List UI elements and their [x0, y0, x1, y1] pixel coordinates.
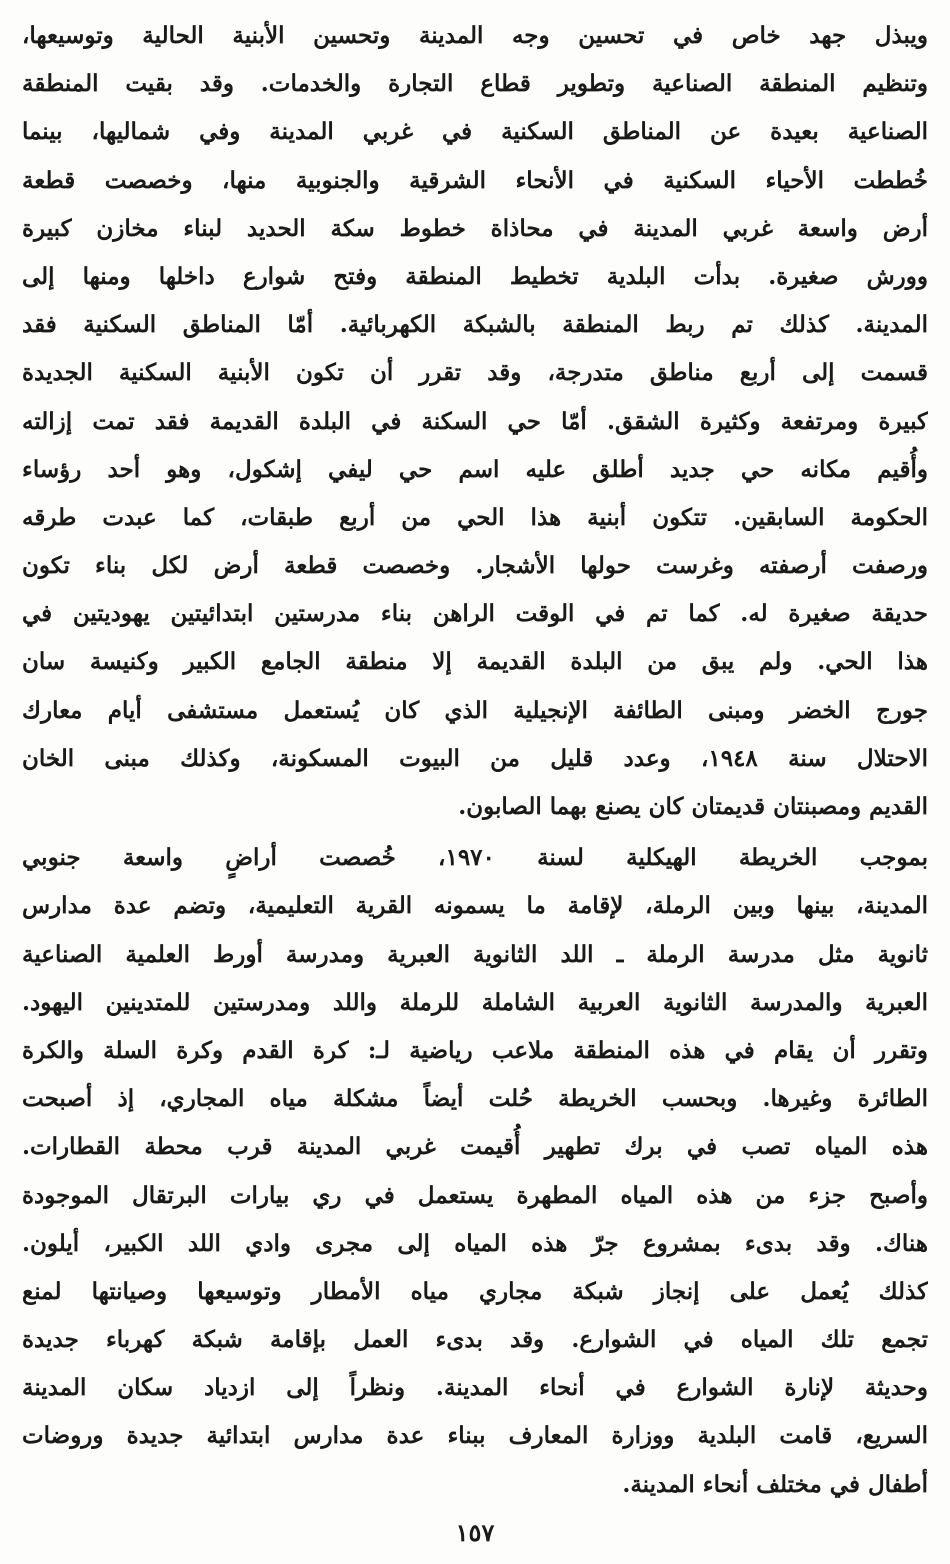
text-line: وتنظيم المنطقة الصناعية وتطوير قطاع التجارة والخدمات. وقد بقيت المنطقة: [22, 70, 928, 98]
text-line: ويبذل جهد خاص في تحسين وجه المدينة وتحسين الأبنية الحالية وتوسيعها،: [22, 22, 928, 49]
text-line: تجمع تلك المياه في الشوارع. وقد بدىء العمل بإقامة شبكة كهرباء جديدة: [22, 1326, 928, 1354]
text-line: وأُقيم مكانه حي جديد أطلق عليه اسم حي ليفي إشكول، وهو أحد رؤساء: [22, 455, 928, 483]
text-line: وأصبح جزء من هذه المياه المطهرة يستعمل في ري بيارات البرتقال الموجودة: [22, 1181, 928, 1209]
text-line: حديقة صغيرة له. كما تم في الوقت الراهن بناء مدرستين ابتدائيتين يهوديتين في: [22, 600, 928, 628]
text-line: وتقرر أن يقام في هذه المنطقة ملاعب رياضية لـ: كرة القدم وكرة السلة والكرة: [22, 1036, 928, 1064]
text-line: ورصفت أرصفته وغرست حولها الأشجار. وخصصت قطعة أرض لكل بناء تكون: [22, 552, 928, 580]
text-line: هذا الحي. ولم يبق من البلدة القديمة إلا منطقة الجامع الكبير وكنيسة سان: [22, 648, 928, 676]
text-line: الطائرة وغيرها. وبحسب الخريطة حُلت أيضاً مشكلة مياه المجاري، إذ أصبحت: [22, 1085, 928, 1113]
text-line: جورج الخضر ومبنى الطائفة الإنجيلية الذي كان يُستعمل مستشفى أيام معارك: [22, 696, 928, 724]
text-line: ثانوية مثل مدرسة الرملة ـ اللد الثانوية العبرية ومدرسة أورط العلمية الصناعية: [22, 940, 928, 968]
text-line: خُططت الأحياء السكنية في الأنحاء الشرقية والجنوبية منها، وخصصت قطعة: [22, 166, 928, 194]
text-line: الحكومة السابقين. تتكون أبنية هذا الحي من أربع طبقات، كما عبدت طرقه: [22, 503, 928, 531]
text-line: أرض واسعة غربي المدينة في محاذاة خطوط سكة الحديد لبناء مخازن كبيرة: [22, 214, 928, 242]
text-line: الاحتلال سنة ١٩٤٨، وعدد قليل من البيوت المسكونة، وكذلك مبنى الخان: [22, 744, 928, 772]
paragraph-2: [22, 834, 928, 1509]
text-line: المدينة. كذلك تم ربط المنطقة بالشبكة الكهربائية. أمّا المناطق السكنية فقد: [22, 311, 928, 339]
page-number: ١٥٧: [455, 1518, 495, 1547]
text-line: بموجب الخريطة الهيكلية لسنة ١٩٧٠، خُصصت أراضٍ واسعة جنوبي: [22, 844, 928, 872]
text-line: هناك. وقد بدىء بمشروع جرّ هذه المياه إلى مجرى وادي اللد الكبير، أيلون.: [22, 1229, 928, 1257]
text-line: القديم ومصبنتان قديمتان كان يصنع بهما الصابون.: [458, 793, 928, 820]
paragraph-1: [22, 12, 928, 831]
text-line: أطفال في مختلف أنحاء المدينة.: [622, 1470, 928, 1498]
text-line: هذه المياه تصب في برك تطهير أُقيمت غربي المدينة قرب محطة القطارات.: [22, 1133, 928, 1161]
text-line: كبيرة ومرتفعة وكثيرة الشقق. أمّا حي السكنة في البلدة القديمة فقد تمت إزالته: [22, 407, 928, 435]
text-line: وحديثة لإنارة الشوارع في أنحاء المدينة. ونظراً إلى ازدياد سكان المدينة: [22, 1374, 928, 1402]
text-line: المدينة، بينها وبين الرملة، لإقامة ما يسمونه القرية التعليمية، وتضم عدة مدارس: [22, 892, 928, 920]
text-line: الصناعية بعيدة عن المناطق السكنية في غربي المدينة وفي شماليها، بينما: [22, 118, 928, 146]
text-line: السريع، قامت البلدية ووزارة المعارف ببناء عدة مدارس ابتدائية جديدة وروضات: [22, 1422, 928, 1450]
body-text: [22, 12, 928, 1509]
text-line: العبرية والمدرسة الثانوية العربية الشاملة للرملة واللد ومدرستين للمتدينين اليهود.: [22, 988, 928, 1016]
text-line: كذلك يُعمل على إنجاز شبكة مجاري مياه الأمطار وتوسيعها وصيانتها لمنع: [22, 1277, 928, 1305]
text-line: وورش صغيرة. بدأت البلدية تخطيط المنطقة وفتح شوارع داخلها ومنها إلى: [22, 262, 928, 290]
text-line: قسمت إلى أربع مناطق متدرجة، وقد تقرر أن تكون الأبنية السكنية الجديدة: [22, 359, 928, 387]
